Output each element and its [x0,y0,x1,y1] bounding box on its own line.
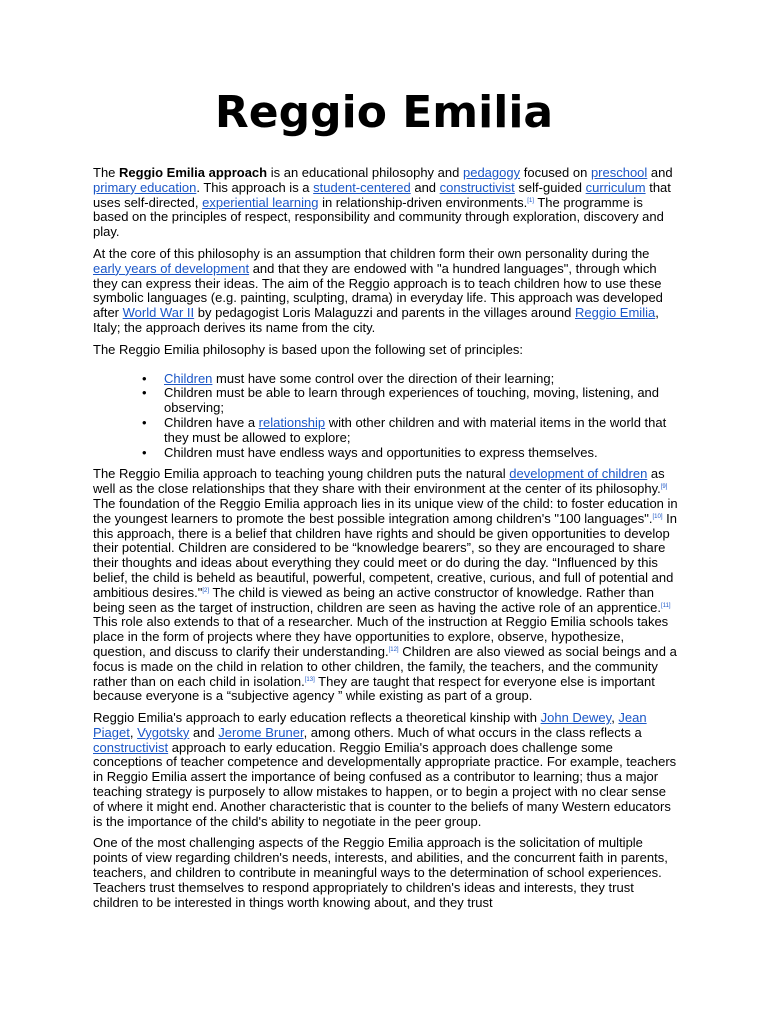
approach-paragraph: The Reggio Emilia approach to teaching young children puts the natural development of children as well as the close relationships that they share with their environment at the center of its philosophy.[9] The foundation of the Reggio Emilia approach lies in its unique view of the child: to foster education in the youngest learners to promote the best possible integration among children's "100 languages".[10] In this approach, there is a belief that children have rights and should be given opportunities to develop their potential. Children are considered to be “knowledge bearers”, so they are encouraged to share their thoughts and ideas about everything they could meet or do during the day. “Influenced by this belief, the child is beheld as beautiful, powerful, competent, creative, curious, and full of potential and ambitious desires."[2] The child is viewed as being an active constructor of knowledge. Rather than being seen as the target of instruction, children are seen as having the active role of an apprentice.[11] This role also extends to that of a researcher. Much of the instruction at Reggio Emilia schools takes place in the form of projects where they have opportunities to explore, observe, hypothesize, question, and discuss to clarify their understanding.[12] Children are also viewed as social beings and a focus is made on the child in relation to other children, the family, the teachers, and the community rather than on each child in isolation.[13] They are taught that respect for everyone else is important because everyone is a “subjective agency ” while existing as part of a group. [93,466,678,704]
link-children[interactable]: Children [164,370,213,386]
link-vygotsky[interactable]: Vygotsky [137,724,190,740]
citation-ref[interactable]: [11] [661,602,671,609]
list-item: • Children have a relationship with other children and with material items in the world that they must be allowed to explore; [142,414,667,445]
link-constructivist[interactable]: constructivist [93,739,169,755]
citation-ref[interactable]: [1] [527,197,534,204]
page-title: Reggio Emilia [214,87,554,138]
document-body [93,166,678,917]
intro-paragraph: The Reggio Emilia approach is an educational philosophy and pedagogy focused on preschool and primary education. This approach is a student-centered and constructivist self-guided curriculum that uses self-directed, experiential learning in relationship-driven environments.[1] The programme is based on the principles of respect, responsibility and community through exploration, discovery and play. [93,165,673,240]
citation-ref[interactable]: [2] [202,587,210,594]
link-student-centered[interactable]: student-centered [313,179,411,195]
citation-ref[interactable]: [9] [660,484,668,491]
link-preschool[interactable]: preschool [590,165,648,180]
kinship-paragraph: Reggio Emilia's approach to early education reflects a theoretical kinship with John Dewey, Jean Piaget, Vygotsky and Jerome Bruner, among others. Much of what occurs in the class reflects a constructivist approach to early education. Reggio Emilia's approach does challenge some conceptions of teacher competence and developmentally appropriate practice. For example, teachers in Reggio Emilia assert the importance of being confused as a contributor to learning; thus a major teaching strategy is purposely to allow mistakes to happen, or to begin a project with no clear sense of where it might end. Another characteristic that is counter to the beliefs of many Western educators is the importance of the child's ability to negotiate in the peer group. [93,710,677,829]
list-item: • Children must have endless ways and opportunities to express themselves. [142,444,598,460]
citation-ref[interactable]: [12] [388,646,399,653]
link-primary-education[interactable]: primary education [93,179,197,195]
link-world-war-ii[interactable]: World War II [122,305,195,321]
bold-term: Reggio Emilia approach [119,165,268,180]
link-development-of-children[interactable]: development of children [509,466,648,482]
link-jean-piaget[interactable]: Jean Piaget [93,710,647,740]
link-jerome-bruner[interactable]: Jerome Bruner [218,724,304,740]
link-early-years[interactable]: early years of development [93,260,250,276]
list-item: • Children must have some control over the direction of their learning; [142,370,555,386]
core-paragraph: At the core of this philosophy is an assumption that children form their own personality during the early years of development and that they are endowed with "a hundred languages", through which they can express their ideas. The aim of the Reggio approach is to teach children how to use these symbolic languages (e.g. painting, sculpting, drama) in everyday life. This approach was developed after World War II by pedagogist Loris Malaguzzi and parents in the villages around Reggio Emilia, Italy; the approach derives its name from the city. [93,245,663,335]
link-constructivist[interactable]: constructivist [439,179,515,195]
link-john-dewey[interactable]: John Dewey [540,710,612,726]
bullet: • [142,444,147,460]
link-experiential-learning[interactable]: experiential learning [202,194,319,210]
link-relationship[interactable]: relationship [258,414,326,430]
link-reggio-emilia[interactable]: Reggio Emilia [575,305,656,321]
principles-intro: The Reggio Emilia philosophy is based upon the following set of principles: [93,341,523,357]
link-pedagogy[interactable]: pedagogy [462,165,521,180]
bullet: • [142,414,147,430]
citation-ref[interactable]: [13] [304,676,315,683]
principles-list [93,372,678,461]
citation-ref[interactable]: [10] [652,513,663,520]
list-item: • Children must be able to learn through experiences of touching, moving, listening, and observing; [142,385,660,416]
bullet: • [142,385,147,401]
link-curriculum[interactable]: curriculum [585,179,646,195]
bullet: • [142,370,147,386]
challenge-paragraph: One of the most challenging aspects of the Reggio Emilia approach is the solicitation of multiple points of view regarding children's needs, interests, and abilities, and the concurrent faith in parents, teachers, and children to contribute in meaningful ways to the determination of school experiences. Teachers trust themselves to respond appropriately to children's ideas and interests, they trust children to be interested in things worth knowing about, and they trust [93,835,668,910]
